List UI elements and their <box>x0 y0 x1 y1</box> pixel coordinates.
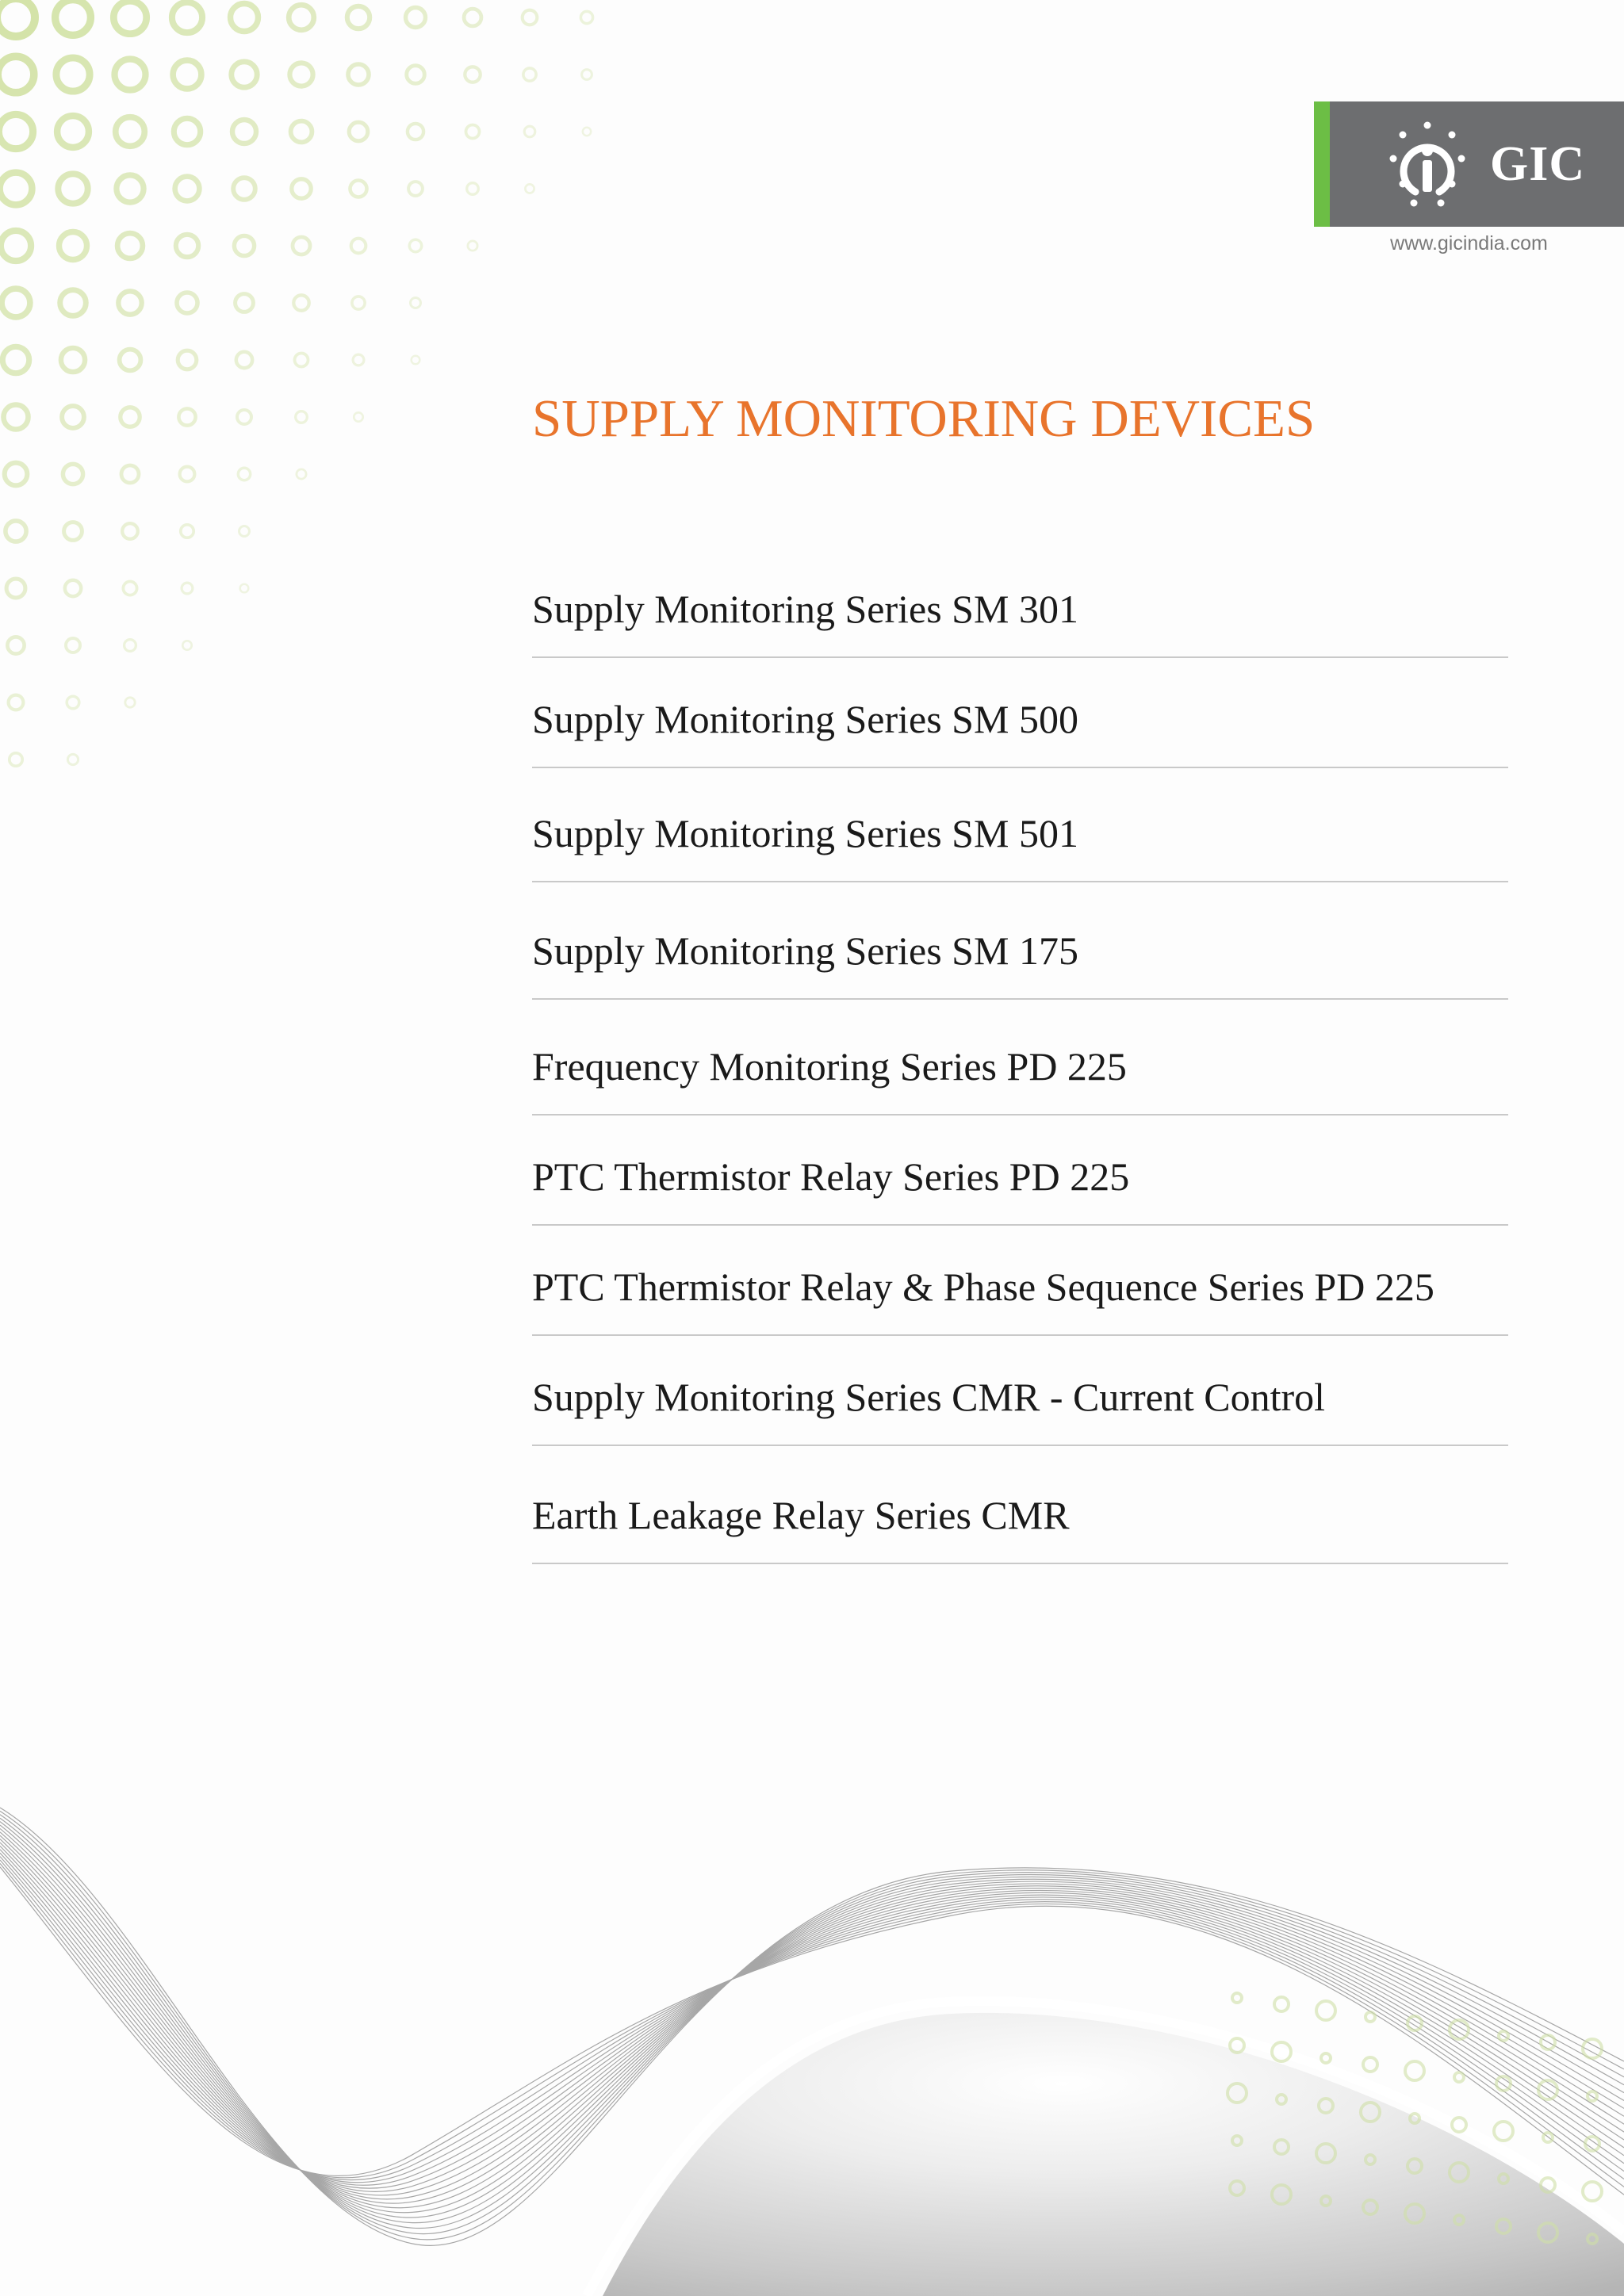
decorative-dot <box>116 117 145 147</box>
decorative-dot <box>232 62 257 87</box>
decorative-dot <box>113 1 146 33</box>
decorative-dot <box>467 183 479 195</box>
decorative-dot <box>182 583 193 594</box>
decorative-dot <box>115 59 146 90</box>
decorative-dot <box>408 124 423 140</box>
decorative-dot <box>236 294 254 312</box>
decorative-dot <box>348 64 369 85</box>
decorative-dot <box>1450 2020 1469 2039</box>
decorative-dot <box>59 232 87 260</box>
decorative-dot <box>6 521 26 541</box>
device-name: PTC Thermistor Relay & Phase Sequence Series PD 225 <box>532 1265 1434 1309</box>
decorative-dot <box>180 467 195 482</box>
decorative-dot <box>173 60 201 89</box>
list-item[interactable] <box>532 658 1508 768</box>
device-name: Earth Leakage Relay Series CMR <box>532 1493 1070 1537</box>
decorative-dot <box>351 239 366 254</box>
decorative-dot <box>352 297 365 309</box>
decorative-dot <box>1494 2122 1513 2141</box>
list-item[interactable] <box>532 768 1508 882</box>
decorative-dot <box>240 584 249 593</box>
decorative-dot <box>123 581 136 595</box>
decorative-dot <box>289 5 314 30</box>
logo-text: GIC <box>1490 137 1586 191</box>
decorative-dot <box>4 405 29 430</box>
decorative-dot <box>407 66 425 84</box>
decorative-dot <box>176 235 198 257</box>
decorative-dot <box>175 177 200 201</box>
decorative-dot <box>1405 2061 1424 2080</box>
decorative-circle-pattern <box>0 0 619 777</box>
list-item[interactable] <box>532 1000 1508 1115</box>
decorative-dot <box>2 346 29 373</box>
decorative-dot <box>63 464 82 484</box>
decorative-dot <box>1 231 31 261</box>
decorative-dot <box>182 641 191 649</box>
decorative-dot <box>10 753 22 766</box>
decorative-dot <box>1365 2012 1375 2022</box>
decorative-dot <box>67 696 79 709</box>
decorative-dot <box>7 637 24 653</box>
decorative-dot <box>237 410 251 424</box>
decorative-dot <box>177 293 197 313</box>
decorative-dot <box>122 523 138 539</box>
decorative-dot <box>64 522 82 541</box>
decorative-dot <box>60 290 86 316</box>
decorative-dot <box>172 2 202 33</box>
decorative-dot <box>236 352 252 368</box>
decorative-dot <box>408 182 423 196</box>
decorative-dot <box>406 8 426 28</box>
device-name: Supply Monitoring Series SM 500 <box>532 697 1078 741</box>
decorative-dot <box>118 291 141 314</box>
decorative-dot <box>6 579 25 598</box>
decorative-dot <box>120 350 141 371</box>
list-item[interactable] <box>532 1336 1508 1446</box>
decorative-dot <box>239 526 250 537</box>
device-name: PTC Thermistor Relay Series PD 225 <box>532 1154 1130 1199</box>
decorative-dot <box>409 239 421 251</box>
device-name: Supply Monitoring Series CMR - Current Control <box>532 1375 1325 1419</box>
decorative-dot <box>1274 1997 1289 2011</box>
decorative-dot <box>297 469 306 479</box>
decorative-dot <box>56 0 91 35</box>
decorative-dot <box>117 233 143 258</box>
decorative-dot <box>412 356 420 365</box>
decorative-dot <box>293 237 310 254</box>
decorative-dot <box>62 406 84 428</box>
decorative-dot <box>1316 2001 1335 2020</box>
decorative-dot <box>296 411 308 423</box>
decorative-dot <box>349 122 368 141</box>
decorative-dot <box>117 175 144 202</box>
decorative-dot <box>61 348 85 372</box>
decorative-dot <box>233 178 255 200</box>
decorative-dot <box>353 354 364 365</box>
gic-logo[interactable] <box>1314 101 1624 227</box>
decorative-dot <box>0 56 34 93</box>
device-name: Supply Monitoring Series SM 501 <box>532 811 1078 855</box>
decorative-dot <box>1321 2053 1331 2063</box>
decorative-dot <box>121 465 139 483</box>
decorative-dot <box>238 468 250 480</box>
decorative-dot <box>67 754 78 764</box>
decorative-dot <box>583 128 591 136</box>
decorative-dot <box>1363 2057 1377 2072</box>
decorative-dot <box>234 235 254 255</box>
decorative-dot <box>56 58 90 91</box>
decorative-dot <box>580 11 592 23</box>
decorative-dot <box>347 6 370 29</box>
decorative-dot <box>2 289 30 317</box>
decorative-dot <box>0 114 33 148</box>
list-item[interactable] <box>532 1115 1508 1226</box>
list-item[interactable] <box>532 1226 1508 1336</box>
decorative-dot <box>125 698 135 707</box>
list-item[interactable] <box>532 555 1508 658</box>
decorative-dot <box>466 125 480 139</box>
decorative-dot <box>9 695 24 710</box>
decorative-dot <box>292 179 311 198</box>
decorative-dot <box>231 4 259 32</box>
decorative-dot <box>523 68 536 81</box>
decorative-dot <box>289 63 312 86</box>
decorative-dot <box>464 9 481 26</box>
decorative-dot <box>293 295 308 310</box>
decorative-dot <box>1232 1993 1242 2003</box>
decorative-dot <box>0 173 32 205</box>
decorative-dot <box>174 118 200 144</box>
page-title: SUPPLY MONITORING DEVICES <box>532 389 1316 448</box>
list-item[interactable] <box>532 882 1508 1000</box>
decorative-dot <box>1583 2182 1602 2201</box>
decorative-dot <box>354 412 362 421</box>
decorative-dot <box>66 638 80 652</box>
decorative-dot <box>468 241 477 251</box>
decorative-dot <box>350 181 367 197</box>
decorative-dot <box>181 525 193 538</box>
decorative-dot <box>524 126 535 137</box>
decorative-dot <box>232 120 256 144</box>
decorative-dot <box>5 463 28 486</box>
decorative-dot <box>465 67 480 82</box>
website-url[interactable]: www.gicindia.com <box>1390 232 1548 254</box>
list-item[interactable] <box>532 1446 1508 1564</box>
decorative-swoosh-graphic <box>0 1800 1624 2296</box>
decorative-dot <box>65 580 81 596</box>
device-name: Supply Monitoring Series SM 301 <box>532 587 1078 631</box>
decorative-dot <box>58 174 87 203</box>
decorative-dot <box>295 354 308 367</box>
decorative-dot <box>411 298 421 308</box>
decorative-dot <box>178 350 197 369</box>
decorative-dot <box>57 116 89 147</box>
decorative-dot <box>0 0 35 36</box>
decorative-dot <box>121 408 140 427</box>
logo-green-stripe <box>1314 101 1330 227</box>
sun-person-icon <box>1384 119 1471 209</box>
decorative-dot <box>124 640 136 652</box>
decorative-dot <box>523 10 538 25</box>
decorative-dot <box>525 184 534 193</box>
decorative-dot <box>291 121 312 143</box>
decorative-dot <box>1454 2072 1464 2082</box>
decorative-dot <box>178 408 195 425</box>
device-name: Frequency Monitoring Series PD 225 <box>532 1044 1127 1089</box>
device-name: Supply Monitoring Series SM 175 <box>532 928 1078 973</box>
decorative-dot <box>582 70 592 80</box>
